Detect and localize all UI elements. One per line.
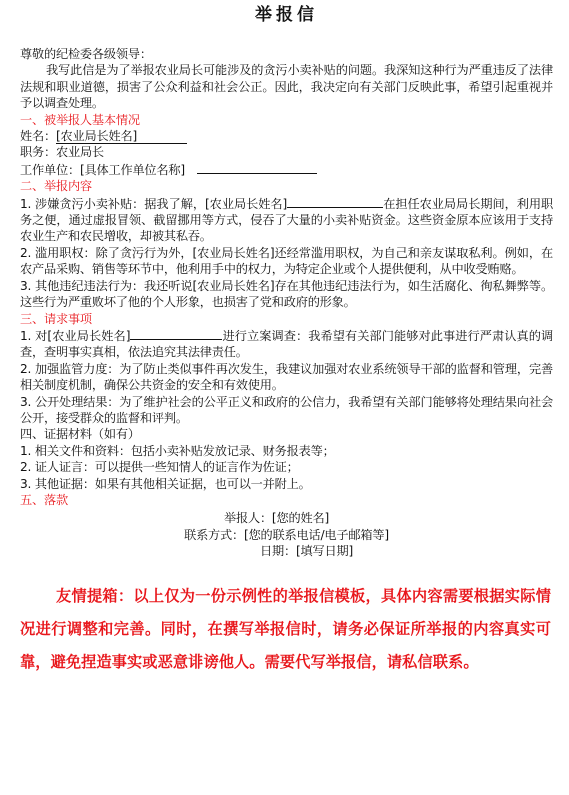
job-value: 农业局长 [55,145,104,160]
section2-heading: 二、举报内容 [20,179,92,194]
section3-item1-part1: 1. 对[农业局长姓名] [20,328,131,343]
unit-label: 工作单位： [20,162,80,177]
signature-block [20,510,553,559]
friendly-reminder-note [20,580,553,679]
reporter-line: 举报人：[您的姓名] [223,511,329,526]
date-line: 日期：[填写日期] [259,544,354,559]
section3-item1-blank [130,327,222,340]
section4-item2: 2. 证人证言：可以提供一些知情人的证言作为佐证； [20,460,299,475]
contact-line: 联系方式：[您的联系电话/电子邮箱等] [184,527,389,542]
name-line [20,128,553,144]
salutation: 尊敬的纪检委各级领导： [20,47,152,61]
section3-item2: 2. 加强监管力度：为了防止类似事件再次发生，我建议加强对农业系统领导干部的监督和管理，完善相关制度机制，确保公共资金的安全和有效使用。 [20,361,553,393]
name-label: 姓名： [20,129,56,144]
unit-blank-line [197,161,317,174]
section2-item1-part1: 1. 涉嫌贪污小卖补贴：据我了解，[农业局长姓名] [20,196,288,211]
section2-item3: 3. 其他违纪违法行为：我还听说[农业局长姓名]存在其他违纪违法行为，如生活腐化、徇私舞弊等。这些行为严重败坏了他的个人形象，也损害了党和政府的形象。 [20,278,553,310]
unit-value: [具体工作单位名称] [79,162,185,177]
section1-heading: 一、被举报人基本情况 [20,112,140,127]
name-value: [农业局长姓名] [56,129,187,144]
unit-line [20,161,553,178]
job-label: 职务： [20,145,56,160]
section2-item2: 2. 滥用职权：除了贪污行为外，[农业局长姓名]还经常滥用职权，为自己和亲友谋取私利。例如，在农产品采购、销售等环节中，他利用手中的权力，为特定企业或个人提供便利，从中收受贿赂。 [20,245,553,277]
note-text: 友情提箱：以上仅为一份示例性的举报信模板，具体内容需要根据实际情况进行调整和完善。同时，在撰写举报信时，请务必保证所举报的内容真实可靠，避免捏造事实或恶意诽谤他人。需要代写举报信，请私信联系。 [20,586,551,671]
section3-item1-part2: 进行立案调查：我希望有关部门能够对此事进行严肃认真的调查，查明事实真相，依法追究其法律责任。 [20,328,553,360]
section3-item1 [20,327,553,361]
section2-item1-blank [287,195,383,208]
job-line [20,144,553,160]
section2-item1 [20,195,553,245]
section3-heading: 三、请求事项 [20,311,92,326]
section4-item3: 3. 其他证据：如果有其他相关证据，也可以一并附上。 [20,476,311,491]
section4-item1: 1. 相关文件和资料：包括小卖补贴发放记录、财务报表等； [20,443,335,458]
section5-heading: 五、落款 [20,492,68,507]
section3-item3: 3. 公开处理结果：为了维护社会的公平正义和政府的公信力，我希望有关部门能够将处理结果向社会公开，接受群众的监督和评判。 [20,394,553,425]
letter-body [20,46,553,560]
document-title: 举报信 [255,5,318,25]
section2-item1-part2: 在担任农业局局长期间，利用职务之便，通过虚报冒领、截留挪用等方式，侵吞了大量的小卖补贴资金。这些资金原本应该用于支持农业生产和农民增收，却被其私吞。 [20,196,554,244]
section4-heading: 四、证据材料（如有） [20,427,140,442]
intro-paragraph: 我写此信是为了举报农业局长可能涉及的贪污小卖补贴的问题。我深知这种行为严重违反了法律法规和职业道德，损害了公众利益和社会公正。因此，我决定向有关部门反映此事，希望引起重视并予以调查处理。 [20,63,553,111]
